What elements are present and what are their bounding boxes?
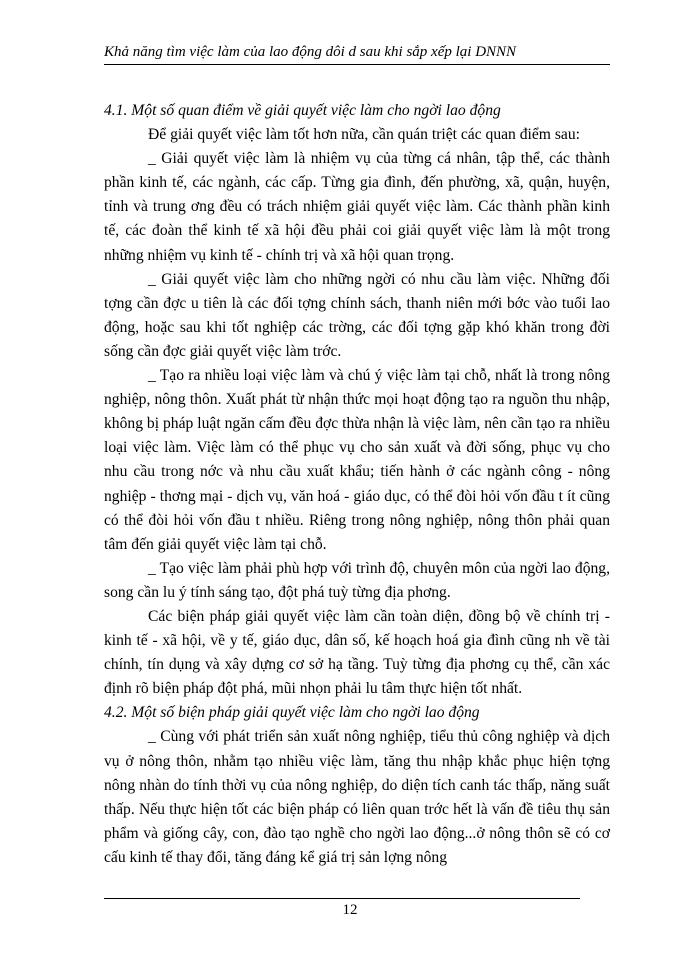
paragraph: _ Giải quyết việc làm cho những ngời có nhu cầu làm việc. Những đối tợng cần đợc u tiên là các đối tợng chính sách, thanh niên mới bớc vào tuổi lao động, hoặc sau khi tốt nghiệp các trờng, các đối tợng gặp khó khăn trong đời sống cần đợc giải quyết việc làm trớc. [104, 270, 610, 360]
footer-divider [104, 898, 580, 899]
paragraph: Để giải quyết việc làm tốt hơn nữa, cần quán triệt các quan điểm sau: [148, 126, 580, 144]
paragraph: _ Tạo ra nhiều loại việc làm và chú ý việc làm tại chỗ, nhất là trong nông nghiệp, nông thôn. Xuất phát từ nhận thức mọi hoạt động tạo ra nguồn thu nhập, không bị pháp luật ngăn cấm đều đợc thừa nhận là việc làm, nên cần tạo ra nhiều loại việc làm. Việc làm có thể phục vụ cho sản xuất và đời sống, phục vụ cho nhu cầu trong nớc và nhu cầu xuất khẩu; tiến hành ở các ngành công - nông nghiệp - thơng mại - dịch vụ, văn hoá - giáo dục, có thể đòi hỏi vốn đầu t ít cũng có thể đòi hỏi vốn đầu t nhiều. Riêng trong nông nghiệp, nông thôn phải quan tâm đến giải quyết việc làm tại chỗ. [104, 367, 610, 553]
page-number: 12 [342, 902, 358, 918]
paragraph: Các biện pháp giải quyết việc làm cần toàn diện, đồng bộ về chính trị - kinh tế - xã hội, về y tế, giáo dục, dân số, kế hoạch hoá gia đình cũng nh về tài chính, tín dụng và xây dựng cơ sở hạ tầng. Tuỳ từng địa phơng cụ thể, cần xác định rõ biện pháp đột phá, mũi nhọn phải lu tâm thực hiện tốt nhất. [104, 607, 610, 698]
paragraph: _ Cùng với phát triển sản xuất nông nghiệp, tiểu thủ công nghiệp và dịch vụ ở nông thôn, nhằm tạo nhiều việc làm, tăng thu nhập khắc phục hiện tợng nông nhàn do tính thời vụ của nông nghiệp, do diện tích canh tác thấp, năng suất thấp. Nếu thực hiện tốt các biện pháp có liên quan trớc hết là vấn đề tiêu thụ sản phẩm và giống cây, con, đào tạo nghề cho ngời lao động...ở nông thôn sẽ có cơ cấu kinh tế thay đổi, tăng đáng kể giá trị sản lợng nông [104, 728, 610, 866]
paragraph: _ Tạo việc làm phải phù hợp với trình độ, chuyên môn của ngời lao động, song cần lu ý tính sáng tạo, đột phá tuỳ từng địa phơng. [104, 559, 610, 601]
section-heading-4-1: 4.1. Một số quan điểm về giải quyết việc làm cho ngời lao động [104, 102, 501, 119]
section-heading-4-2: 4.2. Một số biện pháp giải quyết việc làm cho ngời lao động [104, 704, 480, 722]
running-header: Khả năng tìm việc làm của lao động dôi d sau khi sắp xếp lại DNNN [104, 42, 610, 65]
paragraph: _ Giải quyết việc làm là nhiệm vụ của từng cá nhân, tập thể, các thành phần kinh tế, các ngành, các cấp. Từng gia đình, đến phường, xã, quận, huyện, tỉnh và trung ơng đều có trách nhiệm giải quyết việc làm. Các thành phần kinh tế, các đoàn thể kinh tế xã hội đều phải coi giải quyết việc làm là một trong những nhiệm vụ kinh tế - chính trị và xã hội quan trọng. [104, 150, 610, 264]
document-body [104, 99, 610, 870]
